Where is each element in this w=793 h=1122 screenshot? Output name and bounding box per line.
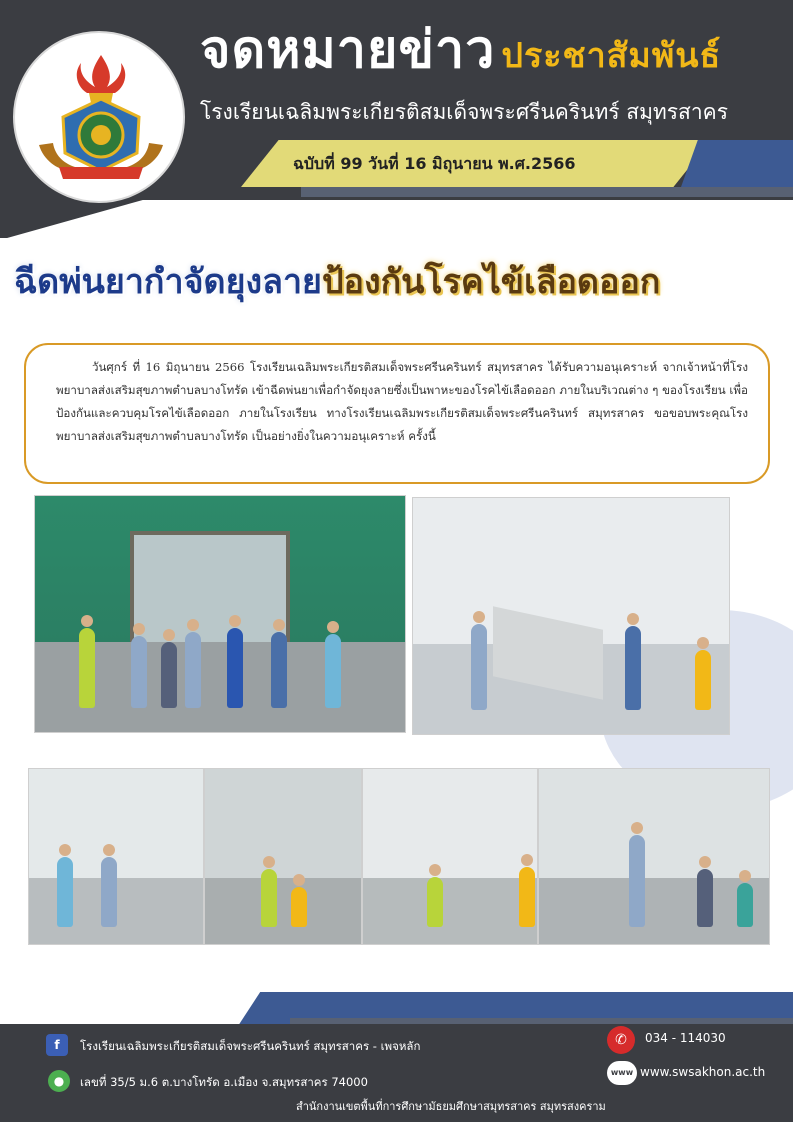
- facebook-page-link[interactable]: โรงเรียนเฉลิมพระเกียรติสมเด็จพระศรีนครินทร์ สมุทรสาคร - เพจหลัก: [80, 1039, 421, 1053]
- footer-wedge: [0, 992, 793, 1026]
- issue-band: [241, 140, 793, 187]
- person: [185, 632, 201, 708]
- newsletter-title: จดหมายข่าว ประชาสัมพันธ์: [200, 20, 722, 80]
- person: [737, 883, 753, 927]
- school-logo: [13, 31, 185, 203]
- photo-corridor-1: [28, 768, 204, 945]
- person: [261, 869, 277, 927]
- phone-number[interactable]: 034 - 114030: [645, 1031, 726, 1045]
- issue-band-grey: [301, 187, 793, 197]
- newsletter-title-accent: ประชาสัมพันธ์: [501, 36, 722, 76]
- person: [697, 869, 713, 927]
- person: [101, 857, 117, 927]
- globe-icon: www: [607, 1061, 637, 1085]
- photo-group-front-building: [34, 495, 406, 733]
- school-address: เลขที่ 35/5 ม.6 ต.บางโทรัด อ.เมือง จ.สมุทรสาคร 74000: [80, 1075, 368, 1089]
- person: [325, 634, 341, 708]
- headline-part-2: ป้องกันโรคไข้เลือดออก: [321, 262, 661, 302]
- person: [625, 626, 641, 710]
- person: [131, 636, 147, 708]
- person: [427, 877, 443, 927]
- person: [695, 650, 711, 710]
- person: [471, 624, 487, 710]
- issue-number-date: ฉบับที่ 99 วันที่ 16 มิถุนายน พ.ศ.2566: [293, 154, 576, 173]
- map-pin-icon: ●: [48, 1070, 70, 1092]
- person: [519, 867, 535, 927]
- person: [291, 887, 307, 927]
- issue-band-blue: [681, 140, 793, 187]
- facebook-icon[interactable]: f: [46, 1034, 68, 1056]
- person: [79, 628, 95, 708]
- education-office: สำนักงานเขตพื้นที่การศึกษามัธยมศึกษาสมุทรสาคร สมุทรสงคราม: [296, 1100, 606, 1113]
- school-name: โรงเรียนเฉลิมพระเกียรติสมเด็จพระศรีนครินทร์ สมุทรสาคร: [200, 100, 728, 124]
- photo-hall: [362, 768, 538, 945]
- news-headline: [14, 262, 784, 303]
- person: [161, 642, 177, 708]
- person: [57, 857, 73, 927]
- photo-restroom-corridor: [538, 768, 770, 945]
- phone-icon: ✆: [607, 1026, 635, 1054]
- person: [227, 628, 243, 708]
- person: [629, 835, 645, 927]
- headline-part-1: ฉีดพ่นยากำจัดยุงลาย: [14, 262, 322, 302]
- news-body-box: [24, 343, 770, 484]
- news-body-text: วันศุกร์ ที่ 16 มิถุนายน 2566 โรงเรียนเฉลิมพระเกียรติสมเด็จพระศรีนครินทร์ สมุทรสาคร ได้รับความอนุเคราะห์ จากเจ้าหน้าที่โรงพยาบาลส่งเสริมสุขภาพตำบลบางโทรัด เข้าฉีดพ่นยาเพื่อกำจัดยุงลายซึ่งเป็นพาหะของโรคไข้เลือดออก ภายในบริเวณต่าง ๆ ของโรงเรียน เพื่อป้องกันและควบคุมโรคไข้เลือดออก ภายในโรงเรียน ทางโรงเรียนเฉลิมพระเกียรติสมเด็จพระศรีนครินทร์ สมุทรสาคร ขอขอบพระคุณโรงพยาบาลส่งเสริมสุขภาพตำบลบางโทรัด เป็นอย่างยิ่งในความอนุเคราะห์ ครั้งนี้: [56, 360, 748, 443]
- footer: [0, 1024, 793, 1122]
- school-emblem-icon: [15, 33, 187, 205]
- photo-corridor-2: [204, 768, 362, 945]
- website-link[interactable]: www.swsakhon.ac.th: [640, 1065, 766, 1079]
- person: [271, 632, 287, 708]
- photo-sink-area: [412, 497, 730, 735]
